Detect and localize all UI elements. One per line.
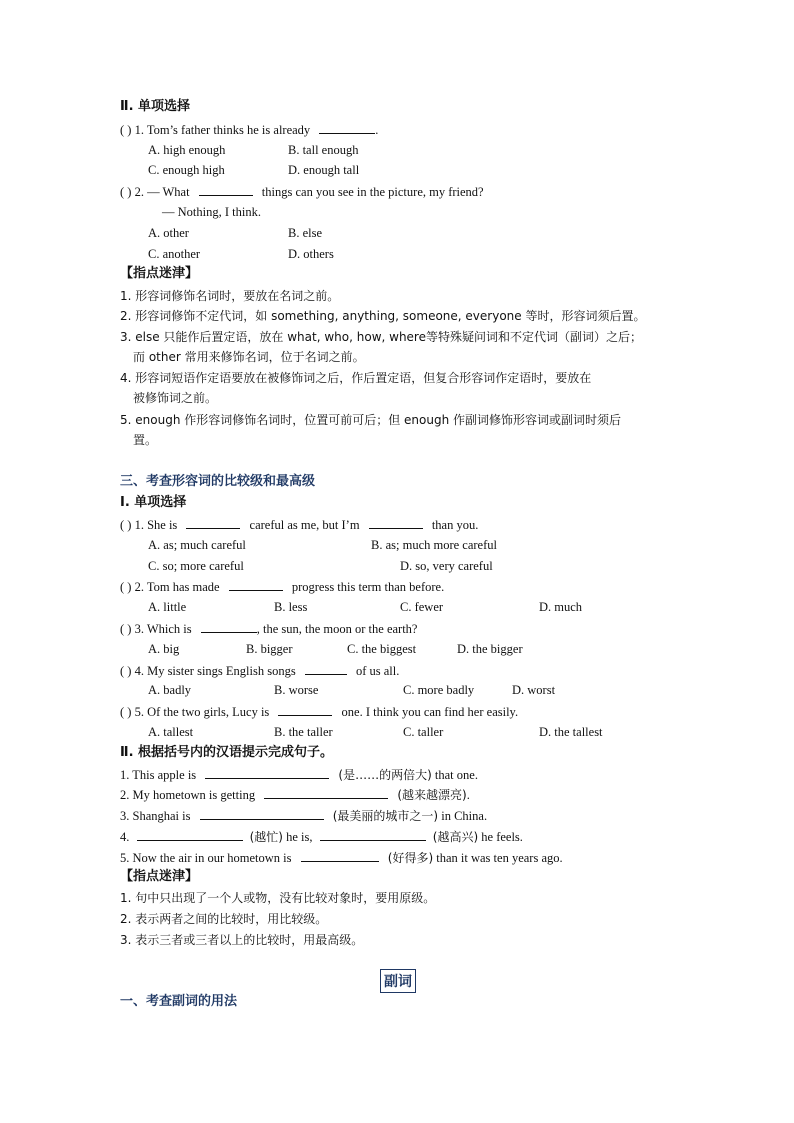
question-4: ( ) 4. My sister sings English songs of us all. bbox=[120, 664, 400, 678]
option-b: B. else bbox=[288, 226, 323, 240]
answer-paren: ( ) bbox=[120, 185, 132, 199]
option-b: B. bigger bbox=[246, 642, 293, 656]
question-1: ( ) 1. She is careful as me, but I’m than you. bbox=[120, 518, 479, 532]
tip-item: 3. 表示三者或三者以上的比较时，用最高级。 bbox=[120, 933, 364, 947]
section-heading: 一、考查副词的用法 bbox=[120, 994, 238, 1009]
option-b: B. worse bbox=[274, 683, 319, 697]
tip-item: 2. 形容词修饰不定代词，如 something, anything, someone, everyone 等时，形容词须后置。 bbox=[120, 309, 646, 323]
tip-item: 1. 形容词修饰名词时，要放在名词之前。 bbox=[120, 289, 340, 303]
dialogue-reply: — Nothing, I think. bbox=[162, 205, 261, 219]
option-d: D. so, very careful bbox=[400, 559, 493, 573]
section-heading: 三、考查形容词的比较级和最高级 bbox=[120, 474, 316, 489]
sub-heading: Ⅱ. 根据括号内的汉语提示完成句子。 bbox=[120, 745, 334, 760]
answer-blank bbox=[229, 578, 283, 591]
tip-item: 4. 形容词短语作定语要放在被修饰词之后，作后置定语，但复合形容词作定语时，要放在 bbox=[120, 371, 592, 385]
answer-blank bbox=[205, 766, 329, 779]
option-c: C. so; more careful bbox=[148, 559, 244, 573]
option-d: D. enough tall bbox=[288, 163, 360, 177]
tip-item: 3. else 只能作后置定语，放在 what, who, how, where等特殊疑问词和不定代词（副词）之后； bbox=[120, 330, 642, 344]
tip-item: 2. 表示两者之间的比较时，用比较级。 bbox=[120, 912, 328, 926]
option-c: C. more badly bbox=[403, 683, 475, 697]
option-d: D. much bbox=[539, 600, 583, 614]
sub-heading: Ⅰ. 单项选择 bbox=[120, 495, 187, 510]
fill-sentence-2: 2. My hometown is getting (越来越漂亮). bbox=[120, 788, 470, 802]
fill-sentence-5: 5. Now the air in our hometown is (好得多) than it was ten years ago. bbox=[120, 851, 563, 865]
option-b: B. as; much more careful bbox=[371, 538, 497, 552]
option-a: A. other bbox=[148, 226, 189, 240]
option-c: C. another bbox=[148, 247, 201, 261]
answer-blank bbox=[320, 828, 426, 841]
answer-blank bbox=[200, 807, 324, 820]
section-heading: Ⅱ. 单项选择 bbox=[120, 99, 191, 114]
option-d: D. the tallest bbox=[539, 725, 603, 739]
answer-blank bbox=[319, 121, 375, 134]
tips-heading: 【指点迷津】 bbox=[120, 266, 199, 281]
chapter-title: 副词 bbox=[380, 969, 416, 993]
option-a: A. tallest bbox=[148, 725, 194, 739]
option-c: C. the biggest bbox=[347, 642, 417, 656]
tips-heading: 【指点迷津】 bbox=[120, 869, 199, 884]
option-a: A. high enough bbox=[148, 143, 226, 157]
fill-sentence-4: 4. (越忙) he is, (越高兴) he feels. bbox=[120, 830, 523, 844]
question-2: ( ) 2. — What things can you see in the picture, my friend? bbox=[120, 185, 484, 199]
answer-blank bbox=[301, 849, 379, 862]
tip-item-cont: 被修饰词之前。 bbox=[133, 391, 218, 405]
question-1: ( ) 1. Tom’s father thinks he is already . bbox=[120, 123, 379, 137]
tip-item-cont: 置。 bbox=[133, 433, 158, 447]
option-b: B. the taller bbox=[274, 725, 333, 739]
option-b: B. less bbox=[274, 600, 308, 614]
answer-blank bbox=[305, 662, 347, 675]
answer-blank bbox=[278, 703, 332, 716]
answer-blank bbox=[201, 620, 257, 633]
answer-paren: ( ) bbox=[120, 123, 132, 137]
answer-blank bbox=[137, 828, 243, 841]
option-a: A. badly bbox=[148, 683, 192, 697]
option-a: A. little bbox=[148, 600, 187, 614]
tip-item: 1. 句中只出现了一个人或物，没有比较对象时，要用原级。 bbox=[120, 891, 436, 905]
option-b: B. tall enough bbox=[288, 143, 359, 157]
answer-blank bbox=[199, 183, 253, 196]
question-2: ( ) 2. Tom has made progress this term than before. bbox=[120, 580, 445, 594]
option-d: D. the bigger bbox=[457, 642, 523, 656]
fill-sentence-3: 3. Shanghai is (最美丽的城市之一) in China. bbox=[120, 809, 488, 823]
option-a: A. big bbox=[148, 642, 180, 656]
option-d: D. others bbox=[288, 247, 334, 261]
answer-blank bbox=[186, 516, 240, 529]
option-c: C. enough high bbox=[148, 163, 225, 177]
tip-item-cont: 而 other 常用来修饰名词，位于名词之前。 bbox=[133, 350, 365, 364]
option-d: D. worst bbox=[512, 683, 556, 697]
answer-blank bbox=[369, 516, 423, 529]
option-a: A. as; much careful bbox=[148, 538, 246, 552]
option-c: C. fewer bbox=[400, 600, 444, 614]
option-c: C. taller bbox=[403, 725, 444, 739]
tip-item: 5. enough 作形容词修饰名词时，位置可前可后；但 enough 作副词修饰形容词或副词时须后 bbox=[120, 413, 622, 427]
fill-sentence-1: 1. This apple is (是……的两倍大) that one. bbox=[120, 768, 478, 782]
answer-blank bbox=[264, 786, 388, 799]
question-3: ( ) 3. Which is , the sun, the moon or the earth? bbox=[120, 622, 418, 636]
question-5: ( ) 5. Of the two girls, Lucy is one. I think you can find her easily. bbox=[120, 705, 519, 719]
